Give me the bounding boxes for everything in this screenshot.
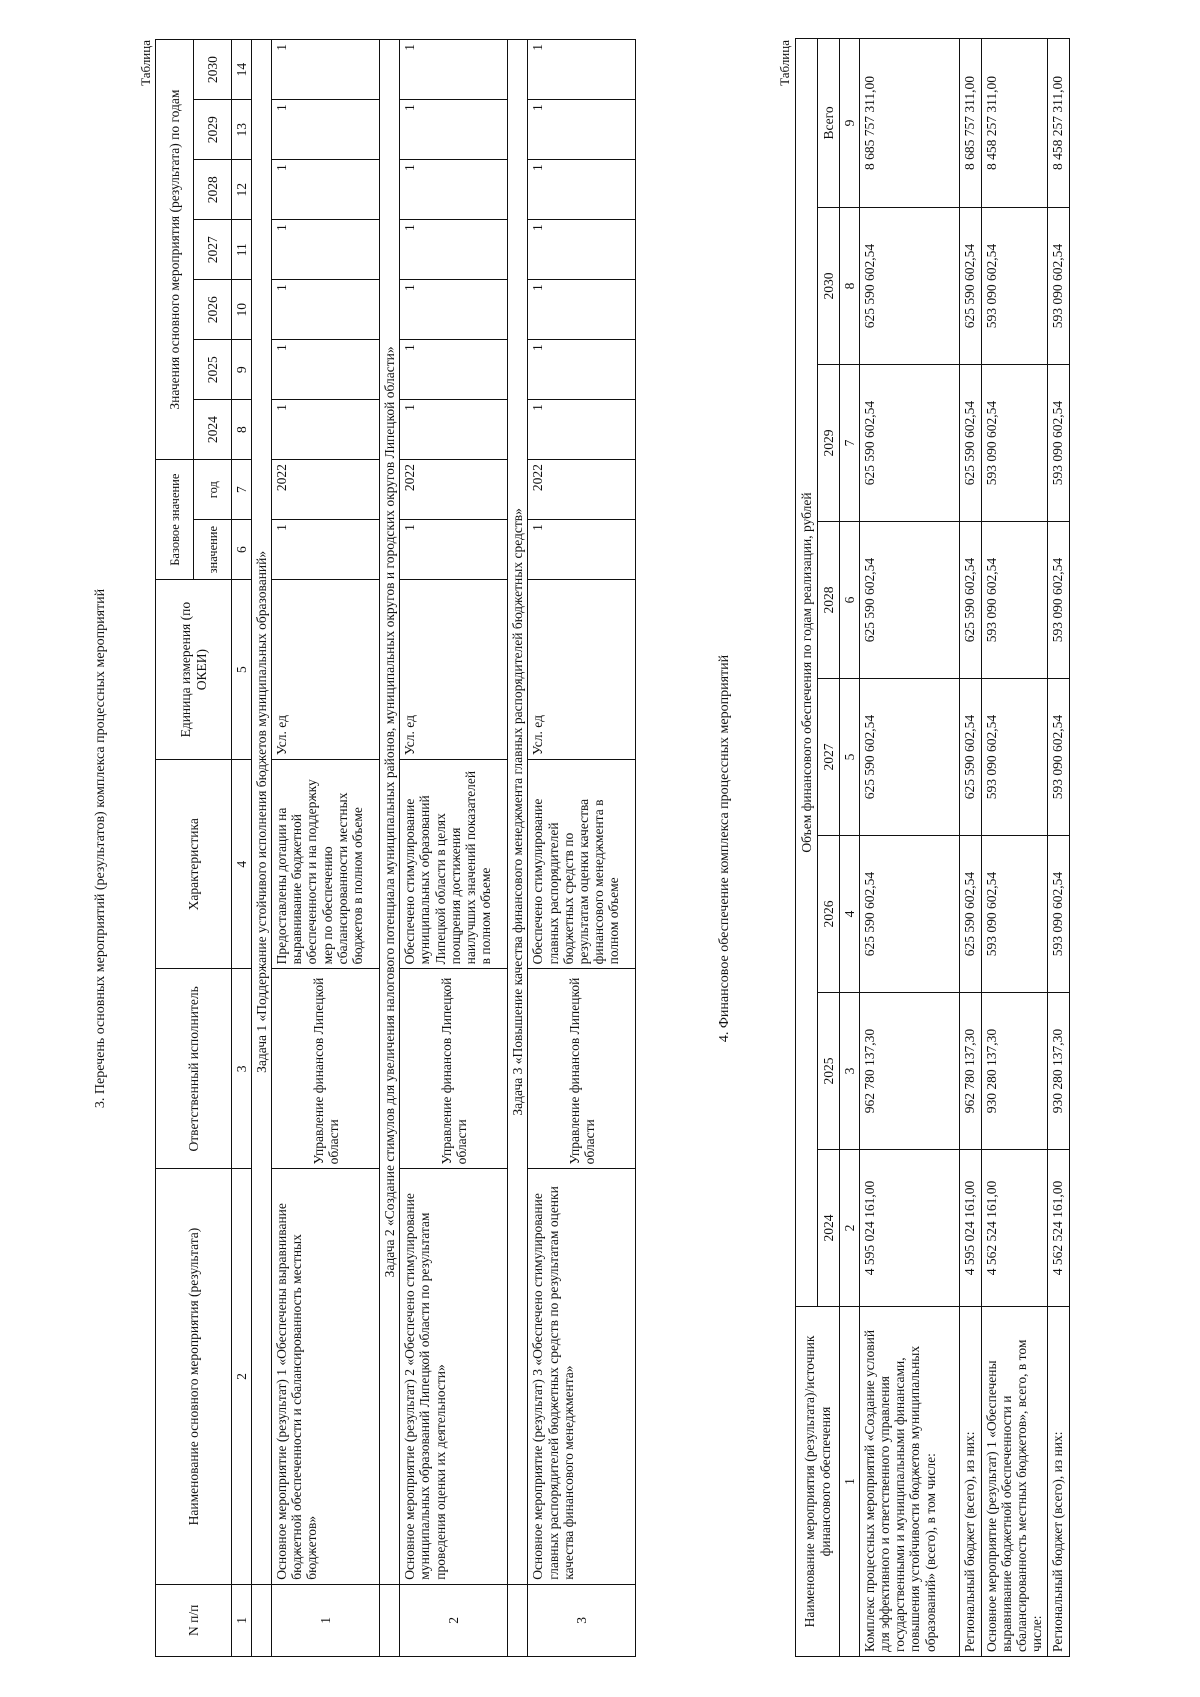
row-name: Основное мероприятие (результат) 1 «Обеспечены выравнивание бюджетной обеспеченности и сбалансированность местных бюджетов», всего, в том числе: (982, 1307, 1048, 1657)
col-header-total: Всего (818, 38, 840, 207)
year-value: 1 (400, 220, 508, 280)
section4-title: 4. Финансовое обеспечение комплекса процессных мероприятий (717, 654, 732, 1043)
col-header-name: Наименование мероприятия (результата)/источник финансового обеспечения (796, 1307, 840, 1657)
col-header-characteristic: Характеристика (156, 760, 232, 969)
col-number: 3 (840, 993, 860, 1150)
year-value: 1 (400, 160, 508, 220)
year-value: 1 (528, 100, 636, 160)
col-header-base-value: значение (194, 520, 232, 580)
amount: 593 090 602,54 (982, 365, 1048, 522)
col-header-year: 2027 (194, 220, 232, 280)
year-value: 1 (272, 340, 380, 400)
year-value: 1 (528, 160, 636, 220)
col-number: 2 (232, 1169, 252, 1584)
base-year: 2022 (272, 460, 380, 520)
col-header-executor: Ответственный исполнитель (156, 969, 232, 1169)
col-number: 5 (840, 679, 860, 836)
year-value: 1 (272, 280, 380, 340)
year-value: 1 (528, 400, 636, 460)
col-header-unit: Единица измерения (по ОКЕИ) (156, 580, 232, 760)
col-header-year: 2028 (194, 160, 232, 220)
amount: 625 590 602,54 (860, 836, 960, 993)
year-value: 1 (272, 100, 380, 160)
amount: 4 562 524 161,00 (982, 1150, 1048, 1307)
col-header-year: 2024 (818, 1150, 840, 1307)
year-value: 1 (272, 40, 380, 100)
col-number: 5 (232, 580, 252, 760)
amount: 625 590 602,54 (960, 365, 982, 522)
amount: 593 090 602,54 (982, 522, 1048, 679)
col-header-name: Наименование основного мероприятия (результата) (156, 1169, 232, 1584)
amount: 962 780 137,30 (960, 993, 982, 1150)
year-value: 1 (400, 280, 508, 340)
col-number: 1 (840, 1307, 860, 1657)
amount: 625 590 602,54 (960, 836, 982, 993)
base-value: 1 (400, 520, 508, 580)
characteristic: Обеспечено стимулирование главных распорядителей бюджетных средств по результатам оценки качества финансового менеджмента в полном объеме (528, 760, 636, 969)
executor: Управление финансов Липецкой области (400, 969, 508, 1169)
col-number: 3 (232, 969, 252, 1169)
activities-table (155, 39, 636, 1657)
amount: 593 090 602,54 (1048, 208, 1070, 365)
col-number: 8 (840, 208, 860, 365)
amount: 625 590 602,54 (860, 208, 960, 365)
characteristic: Предоставлены дотации на выравнивание бюджетной обеспеченности и на поддержку мер по обеспечению сбалансированности местных бюджетов в полном объеме (272, 760, 380, 969)
col-number: 12 (232, 160, 252, 220)
col-header-year: 2030 (194, 40, 232, 100)
year-value: 1 (528, 40, 636, 100)
year-value: 1 (400, 400, 508, 460)
year-value: 1 (528, 220, 636, 280)
col-number: 2 (840, 1150, 860, 1307)
amount: 625 590 602,54 (860, 679, 960, 836)
activity-name: Основное мероприятие (результат) 1 «Обеспечены выравнивание бюджетной обеспеченности и сбалансированность местных бюджетов» (272, 1169, 380, 1584)
col-header-base-year: год (194, 460, 232, 520)
financing-table (795, 38, 1070, 1657)
base-year: 2022 (528, 460, 636, 520)
amount: 593 090 602,54 (982, 679, 1048, 836)
amount-total: 8 685 757 311,00 (960, 38, 982, 207)
row-num: 2 (400, 1584, 508, 1656)
activity-name: Основное мероприятие (результат) 3 «Обеспечено стимулирование главных распорядителей бюджетных средств по результатам оценки качества финансового менеджмента» (528, 1169, 636, 1584)
col-header-group: Объем финансового обеспечения по годам реализации, рублей (796, 38, 818, 1306)
base-value: 1 (272, 520, 380, 580)
unit: Усл. ед (528, 580, 636, 760)
amount: 962 780 137,30 (860, 993, 960, 1150)
amount-total: 8 685 757 311,00 (860, 38, 960, 207)
col-number: 6 (232, 520, 252, 580)
year-value: 1 (400, 340, 508, 400)
task-heading: Задача 1 «Поддержание устойчивого исполнения бюджетов муниципальных образований» (252, 40, 272, 1585)
row-num: 1 (272, 1584, 380, 1656)
table-row (400, 40, 508, 1657)
col-header-values-group: Значения основного мероприятия (результата) по годам (156, 40, 194, 460)
characteristic: Обеспечено стимулирование муниципальных образований Липецкой области в целях поощрения достижения наилучших значений показателей в полном объеме (400, 760, 508, 969)
col-number-row (232, 40, 252, 1657)
task-heading: Задача 2 «Создание стимулов для увеличения налогового потенциала муниципальных районов, муниципальных округов и городских округов Липецкой области» (380, 40, 400, 1585)
year-value: 1 (272, 220, 380, 280)
amount-total: 8 458 257 311,00 (1048, 38, 1070, 207)
task-heading: Задача 3 «Повышение качества финансового менеджмента главных распорядителей бюджетных средств» (508, 40, 528, 1585)
col-header-year: 2026 (818, 836, 840, 993)
year-value: 1 (272, 160, 380, 220)
table-row (1048, 38, 1070, 1656)
table-row (528, 40, 636, 1657)
amount: 625 590 602,54 (960, 679, 982, 836)
col-number: 6 (840, 522, 860, 679)
row-name: Региональный бюджет (всего), из них: (960, 1307, 982, 1657)
table-row (960, 38, 982, 1656)
col-number: 14 (232, 40, 252, 100)
amount: 4 595 024 161,00 (960, 1150, 982, 1307)
section3-title: 3. Перечень основных мероприятий (результатов) комплекса процессных мероприятий (93, 588, 108, 1109)
col-number: 4 (840, 836, 860, 993)
base-value: 1 (528, 520, 636, 580)
row-num: 3 (528, 1584, 636, 1656)
col-number: 8 (232, 400, 252, 460)
row-name: Региональный бюджет (всего), из них: (1048, 1307, 1070, 1657)
col-number: 4 (232, 760, 252, 969)
section3-table-label: Таблица (138, 40, 153, 86)
amount: 593 090 602,54 (982, 836, 1048, 993)
col-header-year: 2028 (818, 522, 840, 679)
col-header-year: 2025 (194, 340, 232, 400)
row-name: Комплекс процессных мероприятий «Создание условий для эффективного и ответственного управления государственными и муниципальными финансами, повышения устойчивости бюджетов муниципальных образований» (всего), в том числе: (860, 1307, 960, 1657)
col-number-row (840, 38, 860, 1656)
col-number: 13 (232, 100, 252, 160)
col-header-base: Базовое значение (156, 460, 194, 580)
col-header-year: 2024 (194, 400, 232, 460)
table-row (272, 40, 380, 1657)
col-number: 9 (840, 38, 860, 207)
col-header-year: 2026 (194, 280, 232, 340)
col-number: 11 (232, 220, 252, 280)
amount: 625 590 602,54 (960, 208, 982, 365)
amount-total: 8 458 257 311,00 (982, 38, 1048, 207)
base-year: 2022 (400, 460, 508, 520)
amount: 593 090 602,54 (982, 208, 1048, 365)
col-header-num: N п/п (156, 1584, 232, 1656)
year-value: 1 (528, 340, 636, 400)
col-number: 10 (232, 280, 252, 340)
amount: 593 090 602,54 (1048, 522, 1070, 679)
year-value: 1 (272, 400, 380, 460)
col-header-year: 2029 (194, 100, 232, 160)
activity-name: Основное мероприятие (результат) 2 «Обеспечено стимулирование муниципальных образований Липецкой области по результатам проведения оценки их деятельности» (400, 1169, 508, 1584)
col-number: 7 (840, 365, 860, 522)
col-number: 9 (232, 340, 252, 400)
unit: Усл. ед (272, 580, 380, 760)
amount: 4 595 024 161,00 (860, 1150, 960, 1307)
amount: 930 280 137,30 (982, 993, 1048, 1150)
amount: 593 090 602,54 (1048, 836, 1070, 993)
amount: 593 090 602,54 (1048, 365, 1070, 522)
amount: 625 590 602,54 (960, 522, 982, 679)
col-number: 1 (232, 1584, 252, 1656)
col-header-year: 2027 (818, 679, 840, 836)
col-number: 7 (232, 460, 252, 520)
col-header-year: 2030 (818, 208, 840, 365)
unit: Усл. ед (400, 580, 508, 760)
table-row (860, 38, 960, 1656)
amount: 930 280 137,30 (1048, 993, 1070, 1150)
table-row (982, 38, 1048, 1656)
year-value: 1 (400, 40, 508, 100)
amount: 625 590 602,54 (860, 365, 960, 522)
col-header-year: 2025 (818, 993, 840, 1150)
col-header-year: 2029 (818, 365, 840, 522)
year-value: 1 (400, 100, 508, 160)
amount: 625 590 602,54 (860, 522, 960, 679)
amount: 4 562 524 161,00 (1048, 1150, 1070, 1307)
amount: 593 090 602,54 (1048, 679, 1070, 836)
year-value: 1 (528, 280, 636, 340)
executor: Управление финансов Липецкой области (528, 969, 636, 1169)
section4-table-label: Таблица (777, 40, 792, 86)
executor: Управление финансов Липецкой области (272, 969, 380, 1169)
